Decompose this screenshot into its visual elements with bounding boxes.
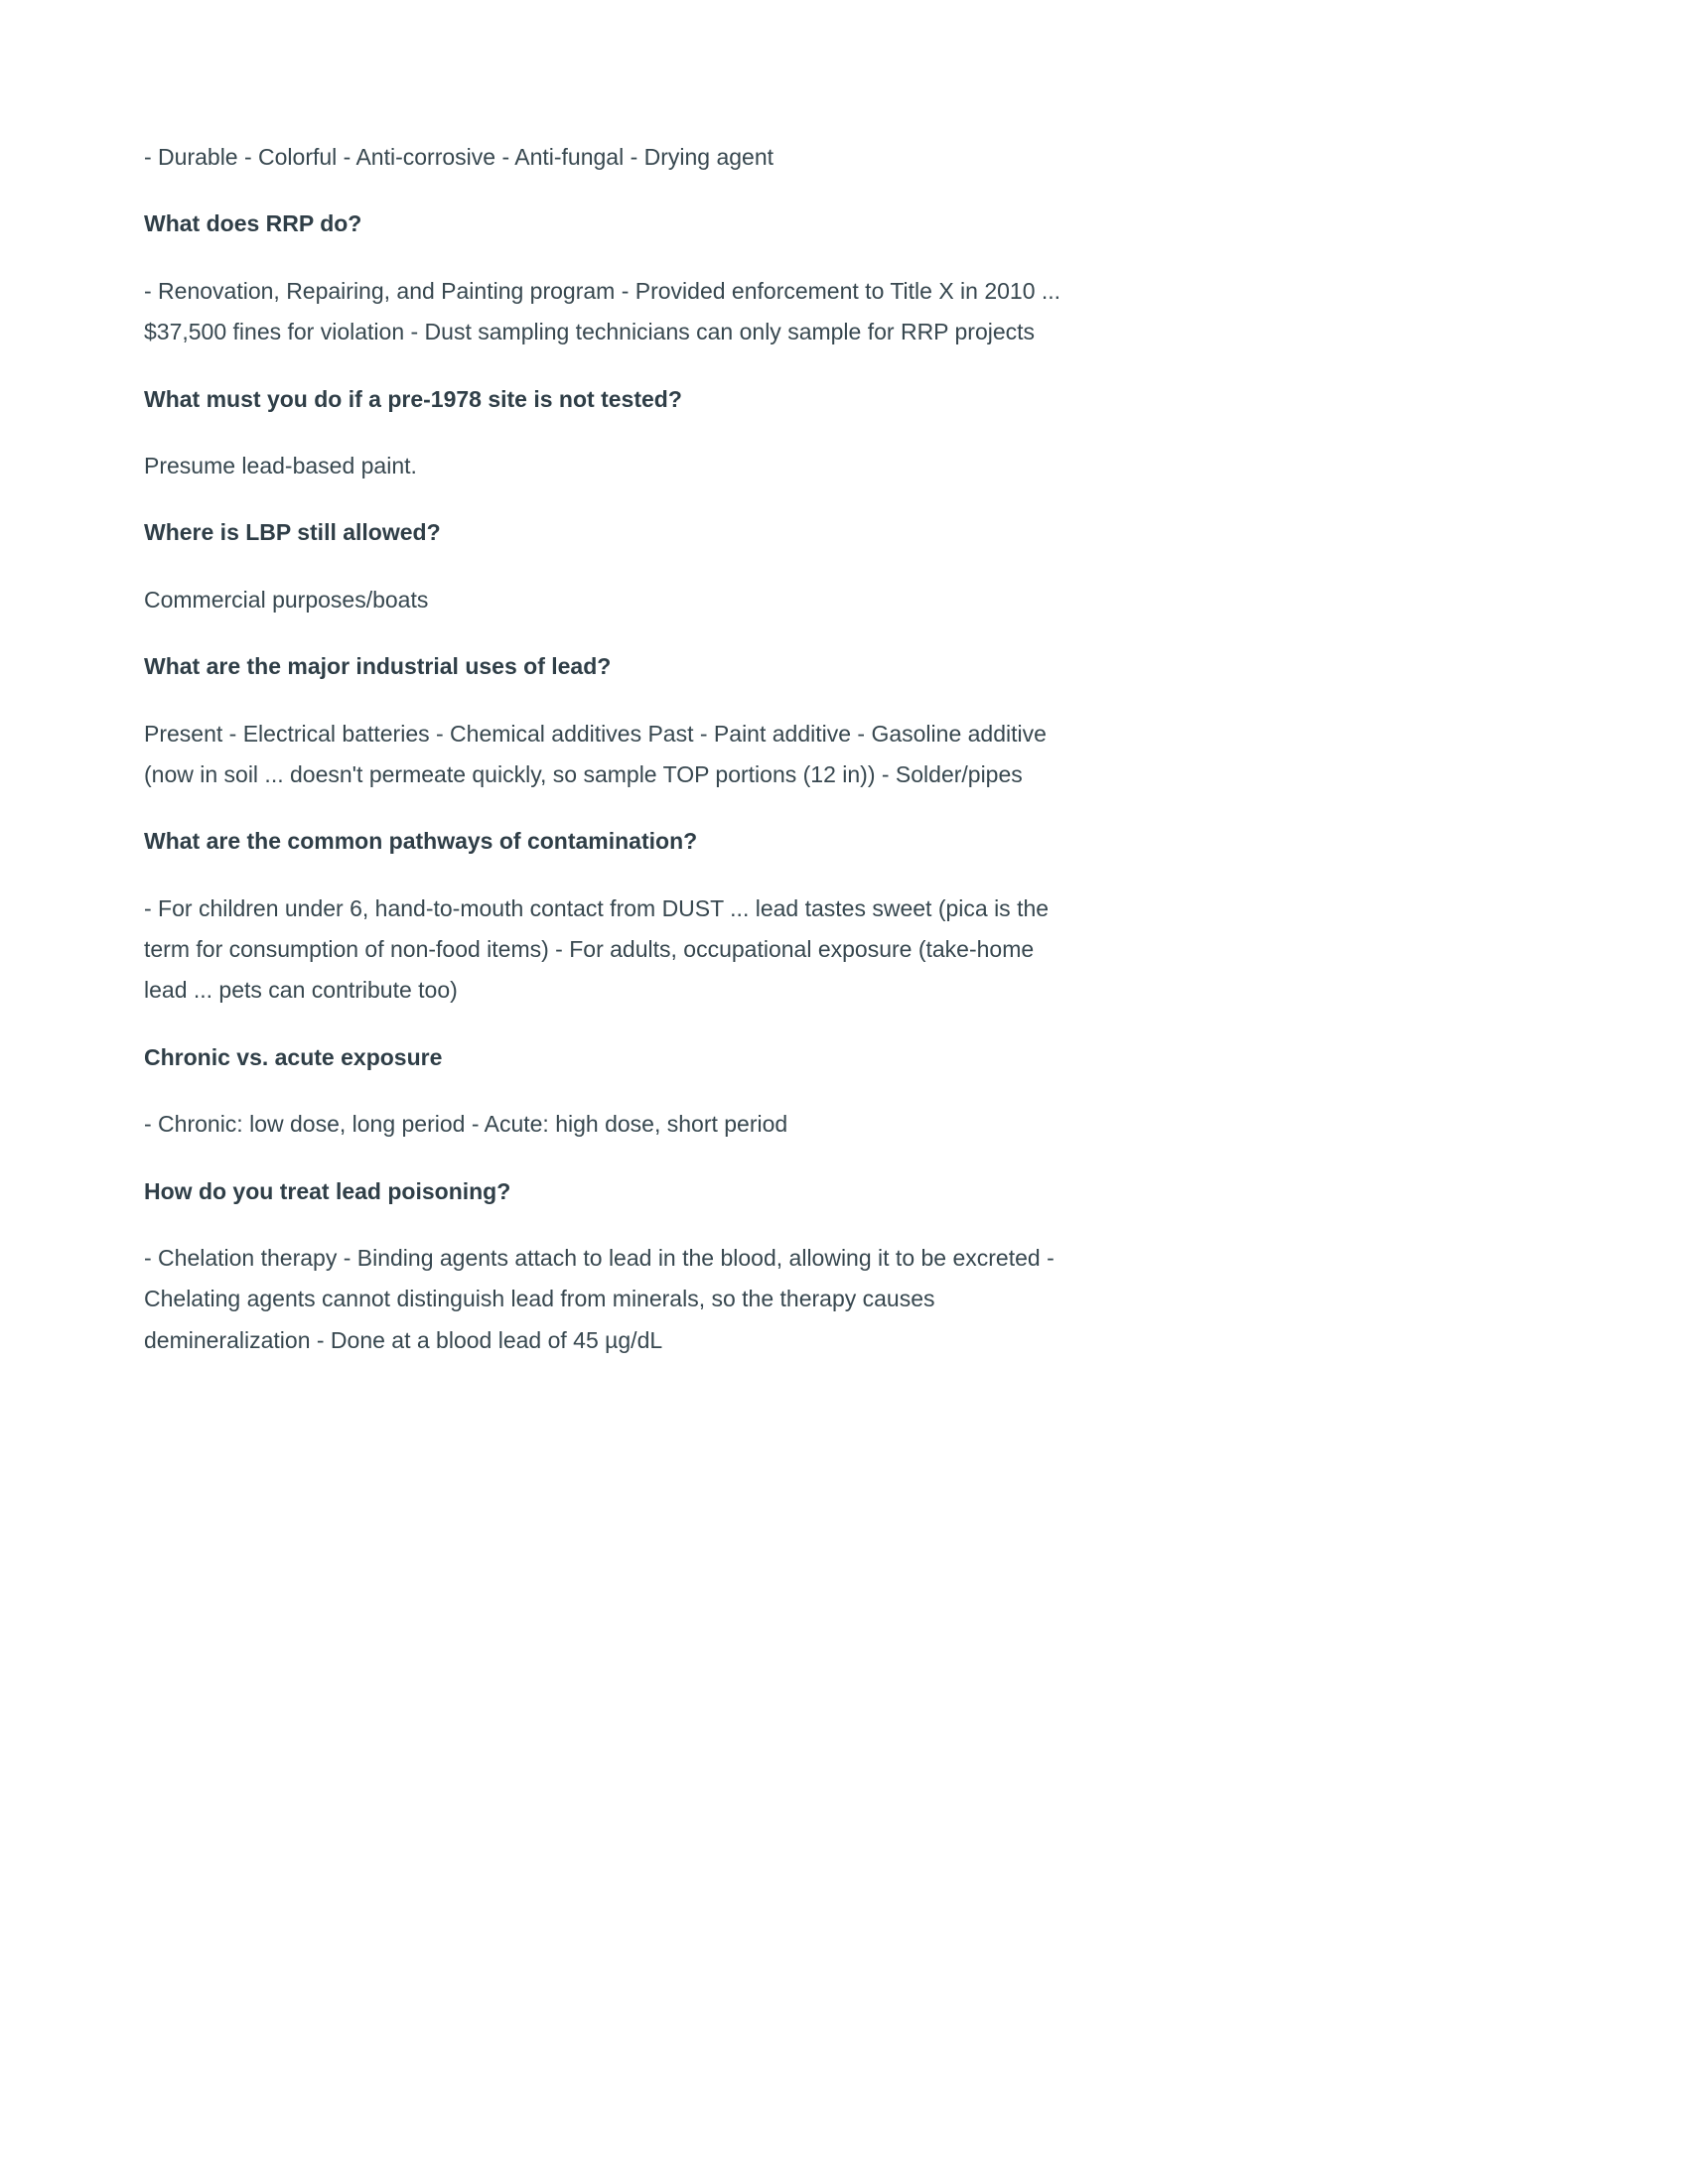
question-heading: What are the common pathways of contamination? (144, 828, 698, 855)
question-heading: Where is LBP still allowed? (144, 519, 441, 546)
question-heading: What are the major industrial uses of lead? (144, 653, 612, 680)
question-heading: Chronic vs. acute exposure (144, 1043, 443, 1070)
answer-paragraph: Commercial purposes/boats (144, 586, 429, 613)
question-heading: What must you do if a pre-1978 site is not tested? (144, 385, 682, 412)
question-heading: What does RRP do? (144, 210, 362, 237)
answer-paragraph: Present - Electrical batteries - Chemical additives Past - Paint additive - Gasoline additive (now in soil ... doesn't permeate quickly, so sample TOP portions (12 in)) - Solder/pipes (144, 720, 1047, 787)
document-content (144, 137, 1072, 1361)
answer-paragraph: - Chronic: low dose, long period - Acute: high dose, short period (144, 1111, 788, 1138)
answer-paragraph: - For children under 6, hand-to-mouth contact from DUST ... lead tastes sweet (pica is the term for consumption of non-food items) - For adults, occupational exposure (take-home lead ... pets can contribute too) (144, 894, 1050, 1004)
answer-paragraph: - Chelation therapy - Binding agents attach to lead in the blood, allowing it to be excreted - Chelating agents cannot distinguish lead from minerals, so the therapy causes demineralization - Done at a blood lead of 45 µg/dL (144, 1245, 1055, 1353)
answer-paragraph: Presume lead-based paint. (144, 452, 417, 478)
answer-paragraph: - Renovation, Repairing, and Painting program - Provided enforcement to Title X in 2010 ... $37,500 fines for violation - Dust sampling technicians can only sample for RRP projects (144, 277, 1061, 345)
question-heading: How do you treat lead poisoning? (144, 1177, 511, 1204)
answer-paragraph: - Durable - Colorful - Anti-corrosive - Anti-fungal - Drying agent (144, 144, 774, 170)
